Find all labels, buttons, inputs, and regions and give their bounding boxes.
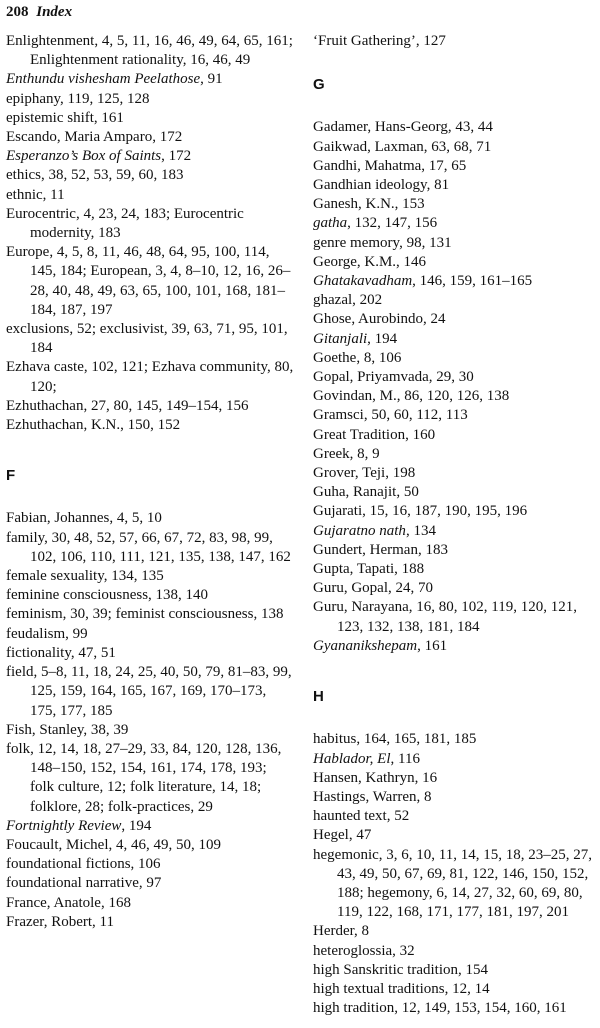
index-entry-text: , 161 bbox=[417, 637, 448, 654]
index-entry-text: heteroglossia, 32 bbox=[313, 942, 415, 959]
index-entry bbox=[313, 922, 595, 941]
index-entry bbox=[6, 913, 294, 932]
index-entry-text: Gundert, Herman, 183 bbox=[313, 541, 448, 558]
index-entry bbox=[313, 846, 595, 923]
index-entry-text: , 194 bbox=[121, 817, 152, 834]
index-entry-text: Eurocentric, 4, 23, 24, 183; Eurocentric modernity, 183 bbox=[6, 205, 244, 242]
index-entry bbox=[313, 464, 595, 483]
index-entry bbox=[313, 999, 595, 1018]
index-entry bbox=[6, 128, 294, 147]
index-entry bbox=[6, 32, 294, 70]
index-entry-text: Hegel, 47 bbox=[313, 827, 372, 844]
index-entry bbox=[313, 349, 595, 368]
index-entry bbox=[313, 214, 595, 233]
index-entry bbox=[6, 90, 294, 109]
index-entry-text: Herder, 8 bbox=[313, 923, 370, 940]
index-entry bbox=[6, 740, 294, 817]
index-entry bbox=[6, 894, 294, 913]
index-entry-title: gatha bbox=[313, 215, 348, 232]
index-entry bbox=[313, 502, 595, 521]
index-entry-text: , 116 bbox=[390, 750, 420, 767]
index-entry-text: Hansen, Kathryn, 16 bbox=[313, 769, 438, 786]
index-entry-text: Foucault, Michel, 4, 46, 49, 50, 109 bbox=[6, 836, 221, 853]
index-entry-text: , 172 bbox=[161, 148, 192, 165]
index-entry bbox=[313, 368, 595, 387]
page-number: 208 bbox=[6, 4, 29, 20]
index-entry-text: Ezhava caste, 102, 121; Ezhava community, 80, 120; bbox=[6, 359, 294, 395]
index-entry bbox=[6, 874, 294, 893]
index-entry-text: France, Anatole, 168 bbox=[6, 894, 131, 911]
index-entry-text: female sexuality, 134, 135 bbox=[6, 568, 164, 585]
index-entry-text: Hastings, Warren, 8 bbox=[313, 788, 432, 805]
index-entry bbox=[313, 637, 595, 656]
index-entry-text: folk, 12, 14, 18, 27–29, 33, 84, 120, 128, 136, 148–150, 152, 154, 161, 174, 178, 193; folk culture, 12; folk literature, 14, 18; folklore, 28; folk-practices, 29 bbox=[6, 740, 282, 815]
index-entry bbox=[6, 605, 294, 624]
index-entry-title: Fortnightly Review bbox=[6, 817, 122, 834]
index-entry-text: Ghose, Aurobindo, 24 bbox=[313, 311, 446, 328]
index-entry-text: Ezhuthachan, K.N., 150, 152 bbox=[6, 417, 181, 434]
index-entry bbox=[313, 579, 595, 598]
index-entry bbox=[313, 541, 595, 560]
index-entry-text: ‘Fruit Gathering’, 127 bbox=[313, 33, 446, 49]
index-entry-text: exclusions, 52; exclusivist, 39, 63, 71, 95, 101, 184 bbox=[6, 321, 288, 357]
index-entry bbox=[6, 663, 294, 721]
entries-e bbox=[6, 32, 294, 435]
index-entry-text: Gandhi, Mahatma, 17, 65 bbox=[313, 157, 467, 174]
section-letter-h: H bbox=[313, 688, 324, 706]
index-entry-title: Enthundu vishesham Peelathose bbox=[6, 71, 201, 88]
index-entry bbox=[313, 291, 595, 310]
index-entry-text: high textual traditions, 12, 14 bbox=[313, 980, 490, 997]
index-entry-text: feudalism, 99 bbox=[6, 625, 88, 642]
index-entry-text: Goethe, 8, 106 bbox=[313, 349, 402, 366]
index-entry bbox=[6, 836, 294, 855]
index-entry bbox=[313, 750, 595, 769]
entries-g bbox=[313, 118, 595, 656]
index-entry-text: Gopal, Priyamvada, 29, 30 bbox=[313, 369, 474, 386]
index-entry-text: high Sanskritic tradition, 154 bbox=[313, 961, 488, 978]
index-entry-text: foundational narrative, 97 bbox=[6, 875, 162, 892]
index-entry-text: ghazal, 202 bbox=[313, 292, 383, 309]
index-entry bbox=[6, 205, 294, 243]
index-entry-text: Gaikwad, Laxman, 63, 68, 71 bbox=[313, 138, 492, 155]
index-entry-text: ethnic, 11 bbox=[6, 186, 65, 203]
index-entry-text: , 146, 159, 161–165 bbox=[412, 273, 533, 290]
index-entry bbox=[313, 118, 595, 137]
index-entry bbox=[6, 320, 294, 358]
index-entry bbox=[6, 625, 294, 644]
index-entry bbox=[6, 644, 294, 663]
index-entry bbox=[313, 483, 595, 502]
index-entry-text: Grover, Teji, 198 bbox=[313, 465, 416, 482]
index-entry bbox=[313, 195, 595, 214]
index-entry bbox=[313, 826, 595, 845]
index-entry bbox=[6, 855, 294, 874]
section-letter-g: G bbox=[313, 76, 325, 94]
index-entry-text: Govindan, M., 86, 120, 126, 138 bbox=[313, 388, 510, 405]
index-entry-text: foundational fictions, 106 bbox=[6, 856, 161, 873]
index-entry-text: habitus, 164, 165, 181, 185 bbox=[313, 731, 477, 748]
index-entry-text: Fabian, Johannes, 4, 5, 10 bbox=[6, 510, 162, 527]
index-entry bbox=[313, 598, 595, 636]
index-entry bbox=[6, 586, 294, 605]
index-entry-text: epistemic shift, 161 bbox=[6, 109, 124, 126]
entries-f bbox=[6, 509, 294, 931]
index-entry-text: high tradition, 12, 149, 153, 154, 160, 161 bbox=[313, 1000, 567, 1017]
index-column-right bbox=[313, 32, 595, 1018]
index-entry bbox=[313, 961, 595, 980]
index-entry bbox=[313, 522, 595, 541]
index-entry bbox=[313, 138, 595, 157]
index-entry-text: Gupta, Tapati, 188 bbox=[313, 561, 425, 578]
index-entry bbox=[313, 157, 595, 176]
index-entry-text: ethics, 38, 52, 53, 59, 60, 183 bbox=[6, 167, 184, 184]
index-entry-text: Great Tradition, 160 bbox=[313, 426, 436, 443]
index-entry-text: epiphany, 119, 125, 128 bbox=[6, 90, 150, 107]
index-entry-title: Gyananikshepam bbox=[313, 637, 418, 654]
index-entry-text: genre memory, 98, 131 bbox=[313, 234, 452, 251]
entries-continued bbox=[313, 32, 595, 51]
index-entry-title: Gitanjali bbox=[313, 330, 368, 347]
index-entry-text: Frazer, Robert, 11 bbox=[6, 913, 114, 930]
index-entry-text: , 134 bbox=[405, 522, 436, 539]
index-entry-text: Gramsci, 50, 60, 112, 113 bbox=[313, 407, 468, 424]
index-entry bbox=[313, 406, 595, 425]
index-entry bbox=[313, 807, 595, 826]
index-entry bbox=[313, 730, 595, 749]
index-entry-title: Gujaratno nath bbox=[313, 522, 406, 539]
index-entry bbox=[6, 358, 294, 396]
index-entry-text: , 132, 147, 156 bbox=[347, 215, 438, 232]
index-column-left bbox=[6, 32, 294, 932]
index-entry-text: , 91 bbox=[200, 71, 223, 88]
index-entry-text: George, K.M., 146 bbox=[313, 253, 427, 270]
index-entry-title: Esperanzo’s Box of Saints bbox=[6, 148, 162, 165]
index-entry bbox=[6, 147, 294, 166]
index-entry bbox=[6, 186, 294, 205]
index-entry-text: Europe, 4, 5, 8, 11, 46, 48, 64, 95, 100, 114, 145, 184; European, 3, 4, 8–10, 12, 16, 26–28, 40, 48, 49, 63, 65, 100, 101, 168, 181–184, 187, 197 bbox=[6, 244, 291, 318]
index-entry bbox=[6, 109, 294, 128]
index-entry bbox=[6, 70, 294, 89]
running-title: Index bbox=[36, 4, 73, 20]
index-entry bbox=[6, 529, 294, 567]
index-entry bbox=[313, 32, 595, 51]
index-entry-text: feminine consciousness, 138, 140 bbox=[6, 587, 209, 604]
index-entry-text: Ganesh, K.N., 153 bbox=[313, 196, 425, 213]
index-entry bbox=[313, 272, 595, 291]
index-entry bbox=[6, 567, 294, 586]
index-entry bbox=[313, 769, 595, 788]
index-entry-text: haunted text, 52 bbox=[313, 808, 410, 825]
index-entry bbox=[313, 253, 595, 272]
index-entry-text: , 194 bbox=[367, 330, 398, 347]
index-entry bbox=[6, 817, 294, 836]
index-entry bbox=[6, 416, 294, 435]
index-entry-title: Ghatakavadham bbox=[313, 273, 413, 290]
index-entry-text: hegemonic, 3, 6, 10, 11, 14, 15, 18, 23–25, 27, 43, 49, 50, 67, 69, 81, 122, 146, 150, 152, 188; hegemony, 6, 14, 27, 32, 60, 69, 80, 119, 122, 168, 171, 177, 181, 197, 201 bbox=[313, 846, 593, 921]
index-entry bbox=[313, 310, 595, 329]
index-entry-text: Fish, Stanley, 38, 39 bbox=[6, 721, 129, 738]
index-entry bbox=[313, 560, 595, 579]
index-entry bbox=[6, 721, 294, 740]
index-entry bbox=[313, 788, 595, 807]
index-entry bbox=[313, 387, 595, 406]
index-entry-text: Greek, 8, 9 bbox=[313, 445, 380, 462]
entries-h bbox=[313, 730, 595, 1018]
index-entry bbox=[6, 397, 294, 416]
index-entry-text: family, 30, 48, 52, 57, 66, 67, 72, 83, 98, 99, 102, 106, 110, 111, 121, 135, 138, 147, 162 bbox=[6, 529, 291, 565]
index-entry bbox=[313, 426, 595, 445]
index-entry bbox=[313, 942, 595, 961]
index-entry bbox=[313, 234, 595, 253]
index-entry bbox=[6, 243, 294, 320]
index-entry-text: Gujarati, 15, 16, 187, 190, 195, 196 bbox=[313, 503, 528, 520]
index-entry bbox=[6, 509, 294, 528]
index-entry-text: Enlightenment, 4, 5, 11, 16, 46, 49, 64, 65, 161; Enlightenment rationality, 16, 46, 49 bbox=[6, 33, 293, 69]
index-entry-text: Guru, Gopal, 24, 70 bbox=[313, 580, 433, 597]
index-entry bbox=[313, 176, 595, 195]
index-entry-text: Ezhuthachan, 27, 80, 145, 149–154, 156 bbox=[6, 397, 249, 414]
index-entry bbox=[313, 980, 595, 999]
index-entry-text: Gandhian ideology, 81 bbox=[313, 177, 450, 194]
running-header bbox=[6, 1, 72, 23]
index-entry-title: Hablador, El bbox=[313, 750, 391, 767]
index-entry-text: feminism, 30, 39; feminist consciousness, 138 bbox=[6, 606, 284, 623]
index-entry-text: Escando, Maria Amparo, 172 bbox=[6, 129, 183, 146]
section-letter-f: F bbox=[6, 467, 16, 485]
index-entry-text: Guru, Narayana, 16, 80, 102, 119, 120, 121, 123, 132, 138, 181, 184 bbox=[313, 599, 577, 635]
index-entry-text: fictionality, 47, 51 bbox=[6, 644, 116, 661]
index-entry-text: Guha, Ranajit, 50 bbox=[313, 484, 419, 501]
index-entry-text: field, 5–8, 11, 18, 24, 25, 40, 50, 79, 81–83, 99, 125, 159, 164, 165, 167, 169, 170–173, 175, 177, 185 bbox=[6, 664, 292, 719]
index-entry bbox=[6, 166, 294, 185]
index-entry bbox=[313, 445, 595, 464]
index-entry bbox=[313, 330, 595, 349]
index-entry-text: Gadamer, Hans-Georg, 43, 44 bbox=[313, 119, 493, 136]
